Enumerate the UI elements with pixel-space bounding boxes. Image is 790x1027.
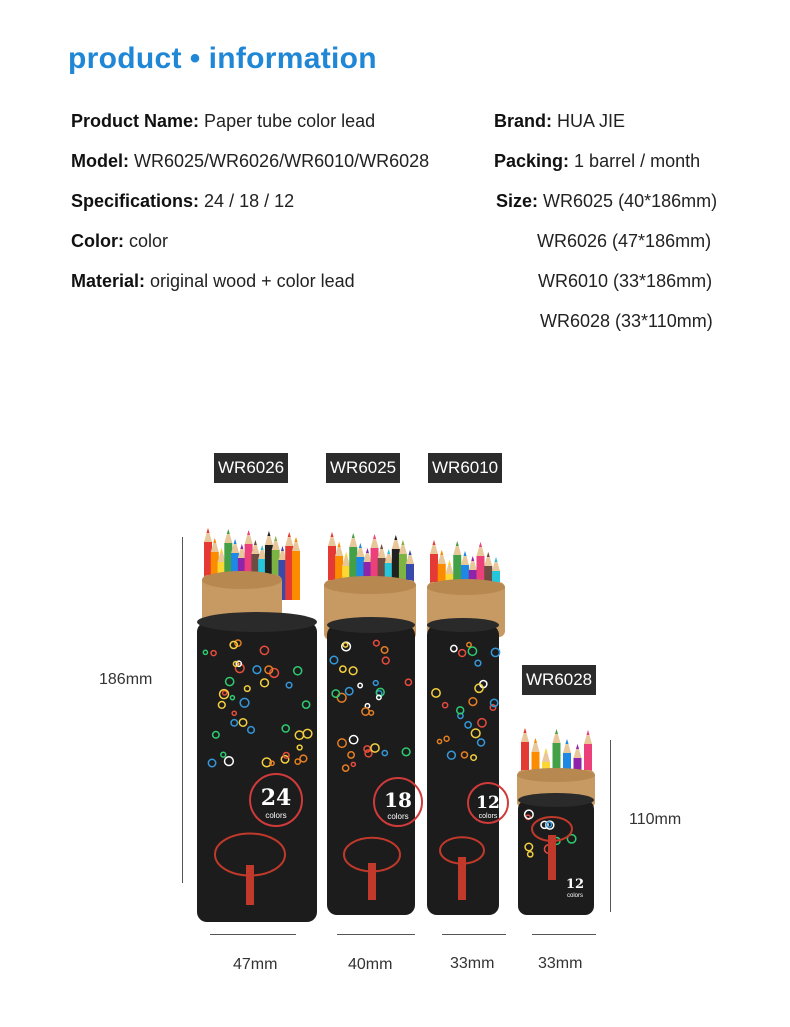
pencil-lead	[240, 544, 243, 549]
pencil-lead	[220, 548, 223, 553]
pencil-lead	[487, 552, 490, 557]
tag-wr6026: WR6026	[214, 453, 288, 483]
pencil-lead	[433, 540, 436, 545]
pencil-body	[292, 551, 300, 600]
tube-wr6010	[427, 579, 508, 915]
pencil-lead	[288, 532, 291, 537]
pencil-lead	[479, 542, 482, 547]
pencil-lead	[234, 539, 237, 544]
dim-width-33b: 33mm	[538, 955, 583, 972]
spec-size-wr6026: WR6026 (47*186mm)	[537, 231, 712, 251]
spec-specifications: Specifications: 24 / 18 / 12	[71, 191, 295, 211]
pencil-lead	[213, 538, 216, 543]
title-right: information	[208, 42, 377, 75]
pencil-lead	[274, 536, 277, 541]
pencil-lead	[380, 544, 383, 549]
tube-label-18-word: colors	[387, 812, 409, 821]
pencil-lead	[464, 551, 467, 556]
tag-wr6025: WR6025	[326, 453, 400, 483]
tube-label-12-word: colors	[478, 813, 498, 820]
pencil-lead	[295, 537, 298, 542]
pencil-lead	[352, 533, 355, 538]
pencil-lead	[440, 550, 443, 555]
pencil-lead	[555, 729, 558, 734]
pencil-lead	[448, 560, 451, 565]
dim-width-33a: 33mm	[450, 955, 495, 972]
pencil-lead	[456, 541, 459, 546]
pencil-lead	[576, 744, 579, 749]
spec-color: Color: color	[71, 231, 169, 251]
tree-trunk	[246, 865, 254, 905]
dim-width-47: 47mm	[233, 956, 278, 973]
tag-wr6028: WR6028	[522, 665, 596, 695]
pencil-lead	[331, 532, 334, 537]
pencil-lead	[366, 548, 369, 553]
spec-material: Material: original wood + color lead	[71, 271, 355, 291]
spec-packing: Packing: 1 barrel / month	[494, 151, 701, 171]
pencil-lead	[247, 530, 250, 535]
spec-product-name: Product Name: Paper tube color lead	[71, 111, 376, 131]
pencil-lead	[338, 542, 341, 547]
pencil-lead	[401, 540, 404, 545]
title-left: product	[68, 42, 182, 75]
pencil-lead	[207, 528, 210, 533]
tube-label-24: 24	[260, 785, 292, 811]
spec-brand: Brand: HUA JIE	[494, 111, 626, 131]
dim-width-40: 40mm	[348, 956, 393, 973]
pencil-lead	[281, 546, 284, 551]
pencil-lead	[409, 550, 412, 555]
pencil-lead	[359, 543, 362, 548]
spec-size-wr6010: WR6010 (33*186mm)	[538, 271, 713, 291]
pencil-lead	[254, 540, 257, 545]
tube-label-12: 12	[476, 793, 500, 813]
title-dot: •	[189, 42, 201, 75]
tube-label-18: 18	[384, 788, 412, 812]
pencil-lead	[545, 748, 548, 753]
tube-label-24-word: colors	[265, 811, 287, 820]
spec-model: Model: WR6025/WR6026/WR6010/WR6028	[71, 151, 430, 171]
tag-wr6010: WR6010	[428, 453, 502, 483]
pencil-lead	[534, 738, 537, 743]
pencil-lead	[587, 730, 590, 735]
spec-size-wr6028: WR6028 (33*110mm)	[540, 311, 713, 331]
pencil-lead	[267, 531, 270, 536]
tube-wr6026	[197, 571, 317, 922]
pencil-lead	[566, 739, 569, 744]
tree-trunk	[368, 863, 376, 900]
pencil-lead	[261, 545, 264, 550]
pencil-lead	[471, 556, 474, 561]
pencil-lead	[394, 535, 397, 540]
pencil-lead	[495, 557, 498, 562]
tube-label-12-small: 12	[565, 877, 585, 892]
pencil-lead	[227, 529, 230, 534]
pencil-lead	[524, 728, 527, 733]
pencil-lead	[387, 549, 390, 554]
pencil-lead	[373, 534, 376, 539]
pencil-lead	[345, 552, 348, 557]
dim-height-186: 186mm	[99, 671, 153, 688]
tube-label-12-small-word: colors	[566, 893, 584, 899]
dim-height-110: 110mm	[629, 811, 682, 828]
spec-size: Size: WR6025 (40*186mm)	[496, 191, 718, 211]
